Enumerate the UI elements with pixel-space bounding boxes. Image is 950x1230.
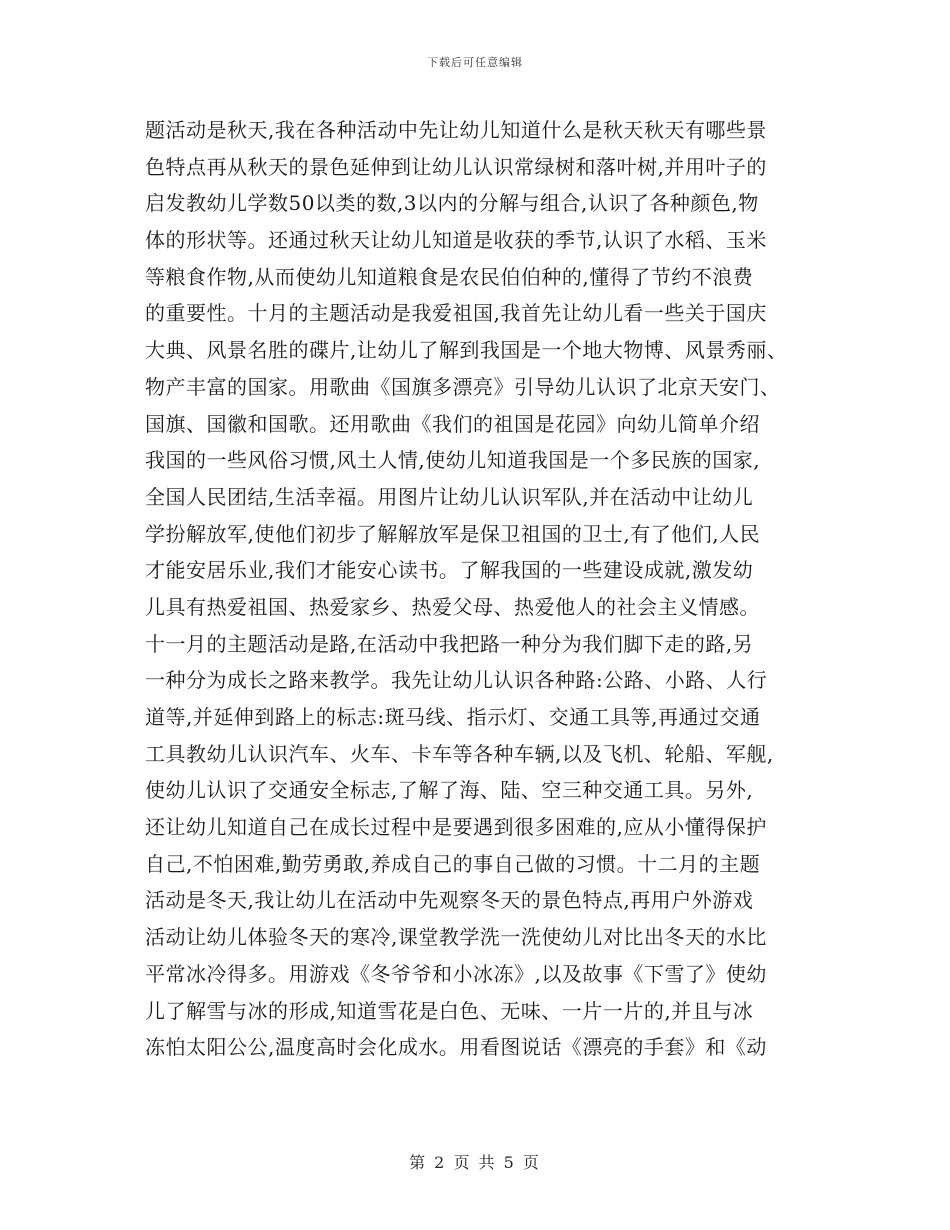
text-line: 才能安居乐业,我们才能安心读书。了解我国的一些建设成就,激发幼: [145, 558, 754, 583]
text-line: 大典、风景名胜的碟片,让幼儿了解到我国是一个地大物博、风景秀丽、: [145, 338, 788, 363]
text-line: 学扮解放军,使他们初步了解解放军是保卫祖国的卫士,有了他们,人民: [145, 521, 761, 546]
text-line: 的重要性。十月的主题活动是我爱祖国,我首先让幼儿看一些关于国庆: [145, 301, 767, 326]
text-line: 使幼儿认识了交通安全标志,了解了海、陆、空三种交通工具。另外,: [145, 778, 754, 803]
text-line: 冻怕太阳公公,温度高时会化成水。用看图说话《漂亮的手套》和《动: [145, 1035, 767, 1060]
text-line: 题活动是秋天,我在各种活动中先让幼儿知道什么是秋天秋天有哪些景: [145, 118, 767, 142]
text-line: 体的形状等。还通过秋天让幼儿知道是收获的季节,认识了水稻、玉米: [145, 228, 767, 253]
text-line: 平常冰冷得多。用游戏《冬爷爷和小冰冻》,以及故事《下雪了》使幼: [145, 961, 767, 986]
text-line: 儿具有热爱祖国、热爱家乡、热爱父母、热爱他人的社会主义情感。: [145, 594, 760, 619]
text-line: 色特点再从秋天的景色延伸到让幼儿认识常绿树和落叶树,并用叶子的: [145, 154, 767, 179]
text-line: 自己,不怕困难,勤劳勇敢,养成自己的事自己做的习惯。十二月的主题: [145, 851, 761, 876]
text-line: 我国的一些风俗习惯,风土人情,使幼儿知道我国是一个多民族的国家,: [145, 448, 761, 473]
text-line: 活动让幼儿体验冬天的寒冷,课堂教学洗一洗使幼儿对比出冬天的水比: [145, 925, 767, 950]
text-line: 国旗、国徽和国歌。还用歌曲《我们的祖国是花园》向幼儿简单介绍: [145, 411, 760, 436]
text-line: 还让幼儿知道自己在成长过程中是要遇到很多困难的,应从小懂得保护: [145, 815, 767, 840]
text-line: 道等,并延伸到路上的标志:斑马线、指示灯、交通工具等,再通过交通: [145, 705, 761, 729]
text-line: 工具教幼儿认识汽车、火车、卡车等各种车辆,以及飞机、轮船、军舰,: [145, 741, 774, 766]
page-header-note: 下载后可任意编辑: [427, 56, 523, 69]
text-line: 一种分为成长之路来教学。我先让幼儿认识各种路:公路、小路、人行: [145, 668, 768, 693]
page-number: 第 2 页 共 5 页: [409, 1153, 541, 1172]
text-line: 活动是冬天,我让幼儿在活动中先观察冬天的景色特点,再用户外游戏: [145, 888, 754, 913]
text-line: 全国人民团结,生活幸福。用图片让幼儿认识军队,并在活动中让幼儿: [145, 484, 754, 509]
body-text: [145, 112, 810, 1066]
text-line: 启发教幼儿学数50以类的数,3以内的分解与组合,认识了各种颜色,物: [145, 191, 759, 216]
text-line: 等粮食作物,从而使幼儿知道粮食是农民伯伯种的,懂得了节约不浪费: [145, 264, 754, 289]
text-line: 物产丰富的国家。用歌曲《国旗多漂亮》引导幼儿认识了北京天安门、: [145, 374, 781, 399]
text-line: 儿了解雪与冰的形成,知道雪花是白色、无味、一片一片的,并且与冰: [145, 998, 754, 1023]
text-line: 十一月的主题活动是路,在活动中我把路一种分为我们脚下走的路,另: [145, 631, 754, 656]
